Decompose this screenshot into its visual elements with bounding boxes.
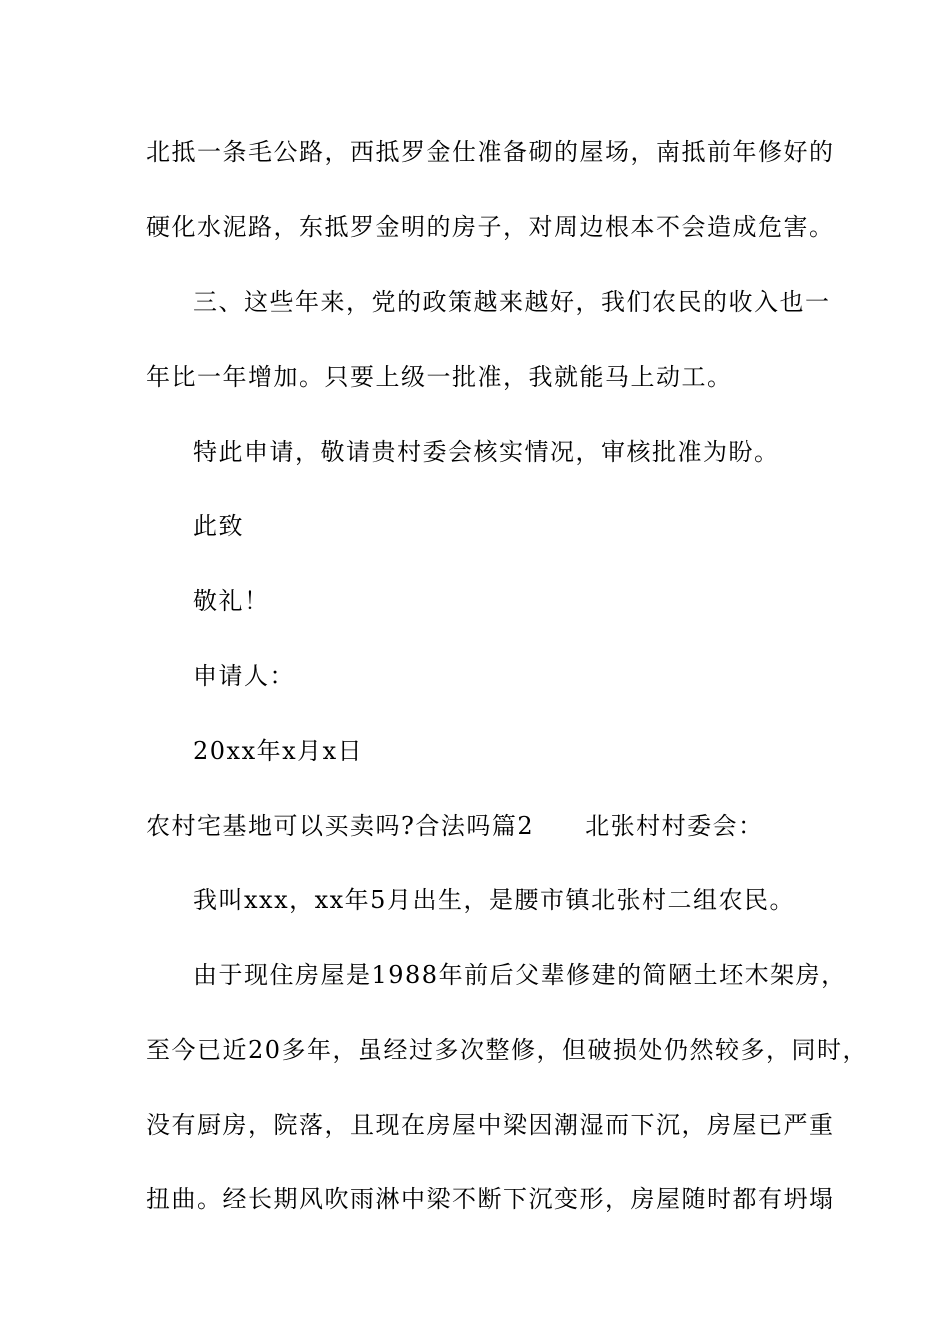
paragraph-line: 北抵一条毛公路，西抵罗金仕准备砌的屋场，南抵前年修好的	[146, 138, 835, 166]
paragraph-line: 年比一年增加。只要上级一批准，我就能马上动工。	[146, 363, 733, 391]
paragraph-line: 由于现住房屋是1988年前后父辈修建的简陋土坯木架房，	[193, 961, 847, 989]
paragraph-line: 没有厨房，院落，且现在房屋中梁因潮湿而下沉，房屋已严重	[146, 1111, 835, 1139]
paragraph-line: 三、这些年来，党的政策越来越好，我们农民的收入也一	[193, 288, 831, 316]
closing-regards: 敬礼！	[193, 587, 270, 615]
applicant-label: 申请人：	[193, 662, 295, 690]
section-heading: 农村宅基地可以买卖吗?合法吗篇2 北张村村委会：	[146, 812, 764, 840]
paragraph-line: 特此申请，敬请贵村委会核实情况，审核批准为盼。	[193, 438, 780, 466]
closing-salutation: 此致	[193, 512, 244, 540]
date-line: 20xx年x月x日	[193, 737, 364, 765]
paragraph-line: 至今已近20多年，虽经过多次整修，但破损处仍然较多，同时，	[146, 1036, 869, 1064]
paragraph-line: 硬化水泥路，东抵罗金明的房子，对周边根本不会造成危害。	[146, 213, 835, 241]
paragraph-line: 我叫xxx，xx年5月出生，是腰市镇北张村二组农民。	[193, 886, 795, 914]
paragraph-line: 扭曲。经长期风吹雨淋中梁不断下沉变形，房屋随时都有坍塌	[146, 1185, 835, 1213]
